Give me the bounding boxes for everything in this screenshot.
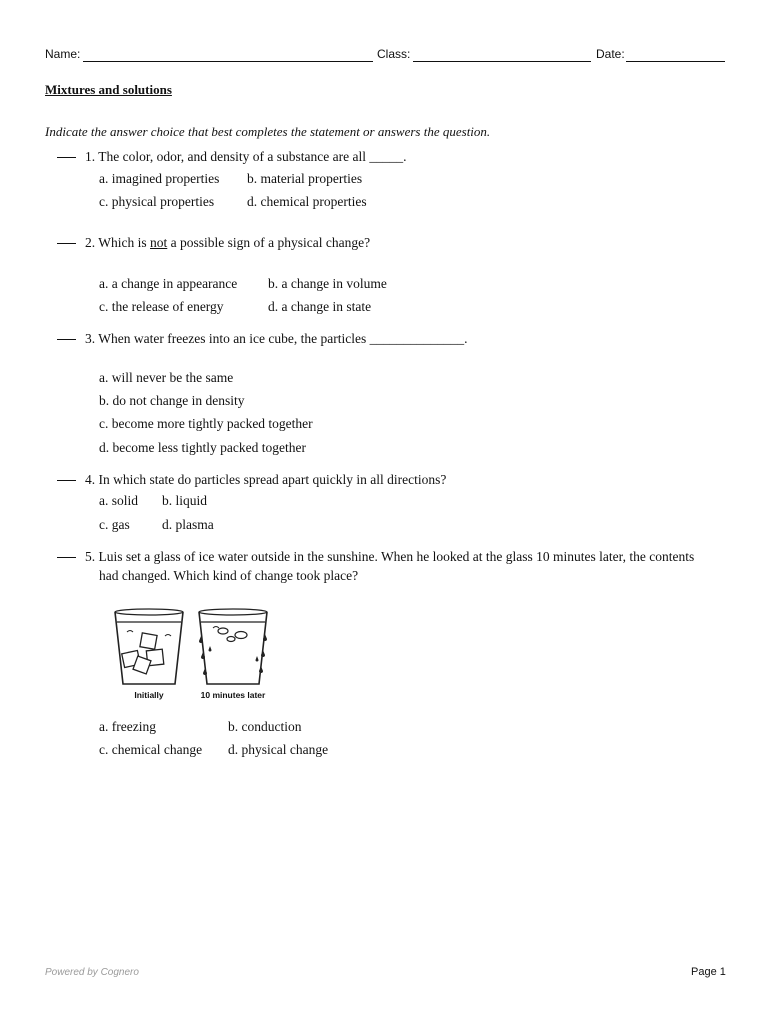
option-1b: b. material properties: [247, 171, 363, 186]
figure-label-later: 10 minutes later: [200, 690, 266, 700]
answer-blank-1[interactable]: [57, 157, 76, 158]
answer-blank-2[interactable]: [57, 243, 76, 244]
option-3a: a. will never be the same: [99, 370, 234, 385]
question-text-5-line2: had changed. Which kind of change took place?: [99, 568, 359, 583]
instructions: Indicate the answer choice that best completes the statement or answers the question.: [45, 124, 491, 139]
answer-blank-3[interactable]: [57, 339, 76, 340]
page-number: Page 1: [691, 966, 726, 978]
option-2a: a. a change in appearance: [99, 276, 238, 291]
powered-by-text: Powered by Cognero: [45, 967, 139, 978]
class-field-line[interactable]: [413, 61, 591, 62]
figure-label-initially: Initially: [134, 690, 164, 700]
page-title: Mixtures and solutions: [45, 82, 172, 97]
option-4a: a. solid: [99, 493, 138, 508]
answer-blank-5[interactable]: [57, 557, 76, 558]
option-2b: b. a change in volume: [268, 276, 387, 291]
option-1a: a. imagined properties: [99, 171, 220, 186]
date-label: Date:: [596, 47, 625, 61]
header-fields: [45, 47, 725, 65]
option-3c: c. become more tightly packed together: [99, 416, 313, 431]
question-text-4: 4. In which state do particles spread apart quickly in all directions?: [85, 472, 447, 487]
option-4b: b. liquid: [162, 493, 208, 508]
date-field-line[interactable]: [626, 61, 725, 62]
option-3b: b. do not change in density: [99, 393, 245, 408]
option-4d: d. plasma: [162, 517, 214, 532]
answer-blank-4[interactable]: [57, 480, 76, 481]
glass-initially-icon: [115, 609, 183, 684]
class-label: Class:: [377, 47, 411, 61]
name-label: Name:: [45, 47, 81, 61]
option-2c: c. the release of energy: [99, 299, 224, 314]
option-1d: d. chemical properties: [247, 194, 367, 209]
option-2d: d. a change in state: [268, 299, 372, 314]
option-3d: d. become less tightly packed together: [99, 440, 306, 455]
name-field-line[interactable]: [83, 61, 373, 62]
question-text-1: 1. The color, odor, and density of a substance are all _____.: [85, 149, 407, 164]
option-4c: c. gas: [99, 517, 130, 532]
option-5a: a. freezing: [99, 719, 156, 734]
option-5b: b. conduction: [228, 719, 302, 734]
question-text-2: 2. Which is not a possible sign of a physical change?: [85, 235, 371, 250]
question-text-5: 5. Luis set a glass of ice water outside in the sunshine. When he looked at the glass 10 minutes later, the contents: [85, 549, 695, 564]
option-1c: c. physical properties: [99, 194, 215, 209]
option-5d: d. physical change: [228, 742, 329, 757]
question-text-3: 3. When water freezes into an ice cube, the particles ______________.: [85, 331, 468, 346]
option-5c: c. chemical change: [99, 742, 203, 757]
glass-10-minutes-later-icon: [199, 609, 267, 684]
ice-water-glasses-figure: [107, 606, 272, 702]
